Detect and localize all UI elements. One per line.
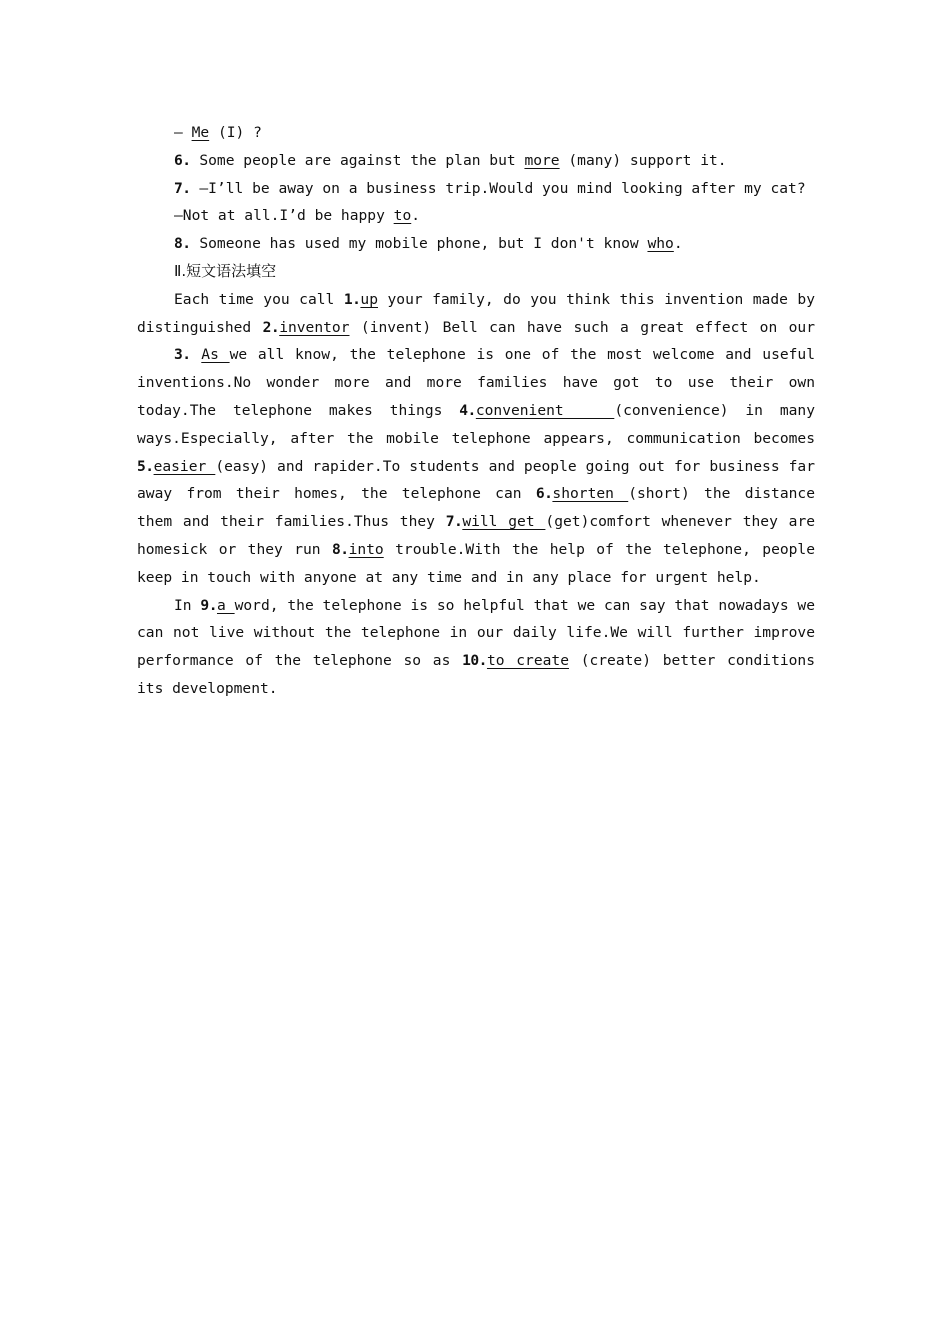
answer-blank: up — [360, 290, 378, 308]
text-segment: Some people are against the plan but — [190, 151, 525, 169]
text-segment: (many) support it. — [559, 151, 727, 169]
blank-number: 2. — [262, 318, 280, 336]
question-6 — [137, 147, 815, 175]
text-segment: performance of the telephone so as — [137, 652, 463, 670]
passage-line: can not live without the telephone in our daily life.We will further improve — [137, 624, 815, 642]
answer-blank: into — [348, 540, 384, 558]
answer-blank: to — [393, 207, 412, 225]
blank-number: 7. — [445, 513, 463, 531]
blank-number: 5. — [137, 457, 154, 475]
text-segment: them and their families.Thus they — [137, 513, 446, 531]
question-8 — [137, 230, 815, 258]
text-segment: (create) better conditions — [580, 652, 815, 670]
text-segment: (invent) Bell can have such a great effect on our — [360, 318, 815, 336]
passage-line — [137, 592, 815, 620]
passage-line — [137, 536, 815, 564]
text-segment: Someone has used my mobile phone, but I don't know — [190, 235, 648, 253]
answer-blank: inventor — [279, 318, 350, 336]
blank-number: 9. — [200, 596, 217, 614]
text-segment: trouble.With the help of the telephone, people — [395, 540, 815, 558]
blank-number: 4. — [459, 401, 476, 419]
passage-line — [137, 453, 815, 481]
passage-line — [137, 314, 815, 342]
text-segment: (convenience) in many — [614, 401, 815, 419]
text-segment: we all know, the telephone is one of the most welcome and useful — [229, 346, 815, 364]
passage-line: inventions.No wonder more and more families have got to use their own — [137, 374, 815, 392]
text-segment: —I’ll be away on a business trip.Would you mind looking after my cat? — [190, 179, 806, 197]
text-segment: . — [411, 207, 421, 225]
passage-line — [137, 508, 815, 536]
text-segment: (get)comfort whenever they are — [545, 513, 815, 531]
passage-line: ways.Especially, after the mobile telephone appears, communication becomes — [137, 429, 815, 447]
text-segment: homesick or they run — [137, 540, 332, 558]
passage-line — [137, 397, 815, 425]
answer-blank: As — [201, 346, 230, 364]
exercise-content — [137, 119, 815, 703]
text-segment: (short) the distance — [628, 485, 815, 503]
question-number: 8. — [174, 235, 191, 253]
answer-blank: Me — [191, 124, 210, 141]
blank-number: 6. — [535, 485, 553, 503]
text-segment: today.The telephone makes things — [137, 401, 460, 419]
answer-blank: shorten — [552, 485, 629, 503]
text-segment: In — [174, 596, 201, 614]
text-segment: your family, do you think this invention made by — [387, 290, 815, 308]
question-number: 6. — [174, 151, 191, 169]
blank-number: 1. — [343, 290, 361, 308]
text-segment: . — [673, 235, 683, 253]
blank-number: 10. — [462, 652, 487, 670]
text-segment: (easy) and rapider.To students and people going out for business far — [215, 457, 815, 475]
passage-line — [137, 647, 815, 675]
text-segment: distinguished — [137, 318, 263, 336]
answer-blank: more — [524, 151, 560, 169]
blank-number: 8. — [331, 540, 349, 558]
section-heading: Ⅱ.短文语法填空 — [174, 261, 277, 280]
text-segment: — — [174, 124, 192, 141]
question-number: 7. — [174, 179, 191, 197]
answer-blank: to create — [486, 652, 569, 670]
text-segment: (I) ? — [209, 124, 262, 141]
text-segment: word, the telephone is so helpful that we can say that nowadays we — [234, 596, 815, 614]
answer-blank: a — [216, 596, 235, 614]
text-segment: —Not at all.I’d be happy — [174, 207, 394, 225]
question-7-reply — [137, 202, 815, 230]
answer-blank: convenient — [475, 401, 615, 419]
answer-line-5-reply — [137, 119, 815, 147]
question-7 — [137, 175, 815, 203]
answer-blank: who — [647, 235, 674, 253]
passage-line: its development. — [137, 679, 278, 697]
passage-line — [137, 480, 815, 508]
passage-line — [137, 341, 815, 369]
text-segment: away from their homes, the telephone can — [137, 485, 536, 503]
passage-line — [137, 286, 815, 314]
passage-line: keep in touch with anyone at any time and in any place for urgent help. — [137, 568, 761, 586]
answer-blank: will get — [462, 513, 546, 531]
text-segment: Each time you call — [174, 290, 344, 308]
blank-number: 3. — [174, 346, 191, 364]
answer-blank: easier — [153, 457, 216, 475]
